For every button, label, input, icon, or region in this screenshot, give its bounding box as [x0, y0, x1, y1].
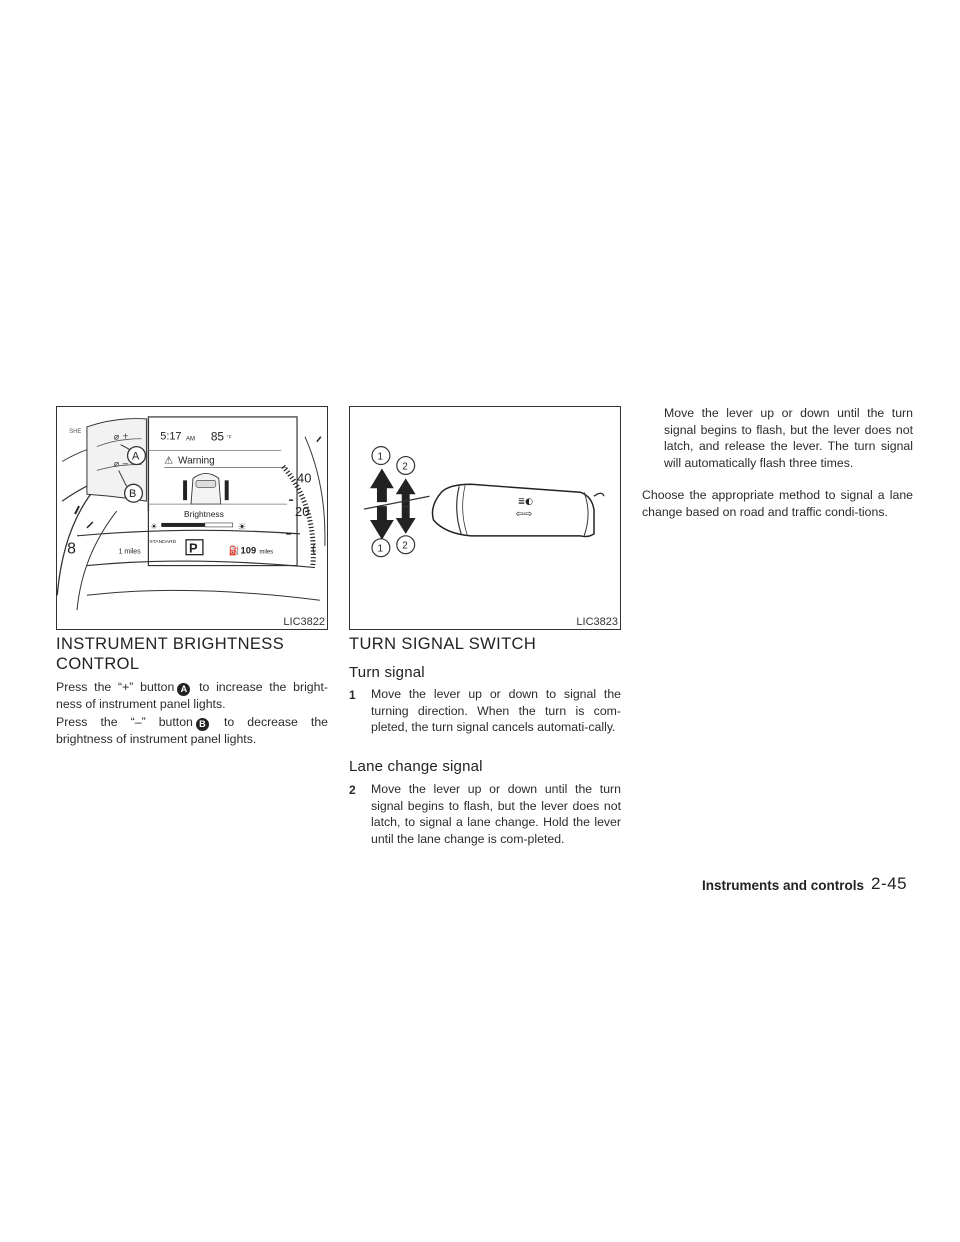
arrow-up-1: [370, 468, 394, 502]
callout-a: A: [132, 450, 140, 463]
label-up-1: 1: [377, 451, 383, 463]
paragraph-text: Press the “–” button: [56, 715, 193, 729]
turn-signal-subheading: Turn signal: [349, 664, 425, 681]
label-down-2: 2: [402, 540, 408, 552]
fuel-icon: ⛽: [228, 546, 240, 557]
sun-small-icon: ☀: [150, 521, 158, 531]
lever-illustration: [350, 407, 620, 629]
list-item: [349, 781, 621, 871]
closing-paragraph: Choose the appropriate method to signal a lane change based on road and traffic condi-tions.: [642, 488, 913, 519]
display-temp-unit: °F: [226, 435, 232, 441]
pod-icon-plus: ⌀: [113, 432, 120, 443]
figure-code: LIC3822: [283, 616, 325, 628]
brightness-paragraph-plus: [56, 679, 328, 713]
brightness-paragraph-minus: [56, 714, 328, 748]
display-odometer: 1 miles: [118, 548, 141, 556]
display-gear: P: [189, 540, 198, 556]
display-range-unit: miles: [259, 549, 274, 556]
display-warning: Warning: [178, 455, 215, 467]
marker-a: A: [177, 683, 190, 696]
display-range: 109: [240, 544, 257, 556]
sun-large-icon: ☀: [237, 521, 247, 533]
turn-signal-heading: TURN SIGNAL SWITCH: [349, 635, 537, 653]
tach-number: 8: [67, 540, 76, 558]
arrow-down-2: [396, 506, 416, 534]
display-time: 5:17: [160, 430, 182, 443]
item-text: Move the lever up or down until the turn signal begins to flash, but the lever does not latch, to signal a lane change. Hold the lever until the lane change is com-pleted.: [371, 782, 621, 846]
pod-icon-minus: ⌀: [113, 459, 120, 470]
cluster-figure: [56, 406, 328, 630]
marker-b: B: [196, 718, 209, 731]
footer-page-number: 2-45: [871, 874, 908, 893]
paragraph-text: Press the “+” button: [56, 680, 175, 694]
brightness-heading: [56, 634, 328, 674]
brightness-heading-line1: INSTRUMENT BRIGHTNESS: [56, 635, 285, 653]
list-item: [349, 686, 621, 756]
button-minus: –: [122, 458, 129, 470]
display-time-suffix: AM: [186, 436, 195, 443]
brightness-heading-line2: CONTROL: [56, 655, 140, 673]
display-temperature: 85: [210, 429, 225, 444]
button-plus: +: [122, 431, 129, 443]
paragraph-text: to decrease the brightness of instrument panel lights.: [56, 715, 328, 746]
badge-text: SHE: [69, 428, 82, 435]
speed-tick-20: 20: [295, 504, 310, 520]
footer-section-title: Instruments and controls: [702, 878, 865, 893]
display-mode: STANDARD: [149, 539, 177, 545]
paragraph-text: to increase the bright-ness of instrument panel lights.: [56, 680, 328, 711]
brightness-bar: [161, 523, 232, 527]
speed-tick-partial: (: [311, 541, 316, 556]
car-icon: [183, 473, 229, 504]
lever-figure: [349, 406, 621, 630]
figure-code: LIC3823: [576, 616, 618, 628]
item-number: 1: [349, 688, 356, 702]
continued-paragraph: Move the lever up or down until the turn signal begins to flash, but the lever does not latch, and release the lever. The turn signal will automatically flash three times.: [664, 406, 913, 470]
label-up-2: 2: [402, 461, 408, 473]
warning-icon: ⚠: [164, 455, 174, 467]
arrow-down-1: [370, 506, 394, 540]
cluster-illustration: [57, 407, 327, 629]
turn-arrows-icon: ⇦⇨: [515, 509, 533, 521]
item-text: Move the lever up or down to signal the turning direction. When the turn is com-pleted, the turn signal cancels automati-cally.: [371, 687, 621, 734]
display-brightness: Brightness: [184, 509, 224, 520]
callout-b: B: [129, 488, 137, 501]
speed-tick-40: 40: [297, 470, 312, 486]
lane-change-subheading: Lane change signal: [349, 758, 483, 775]
label-down-1: 1: [377, 543, 383, 555]
headlight-icon: ≣◐: [517, 497, 533, 508]
item-number: 2: [349, 783, 356, 797]
